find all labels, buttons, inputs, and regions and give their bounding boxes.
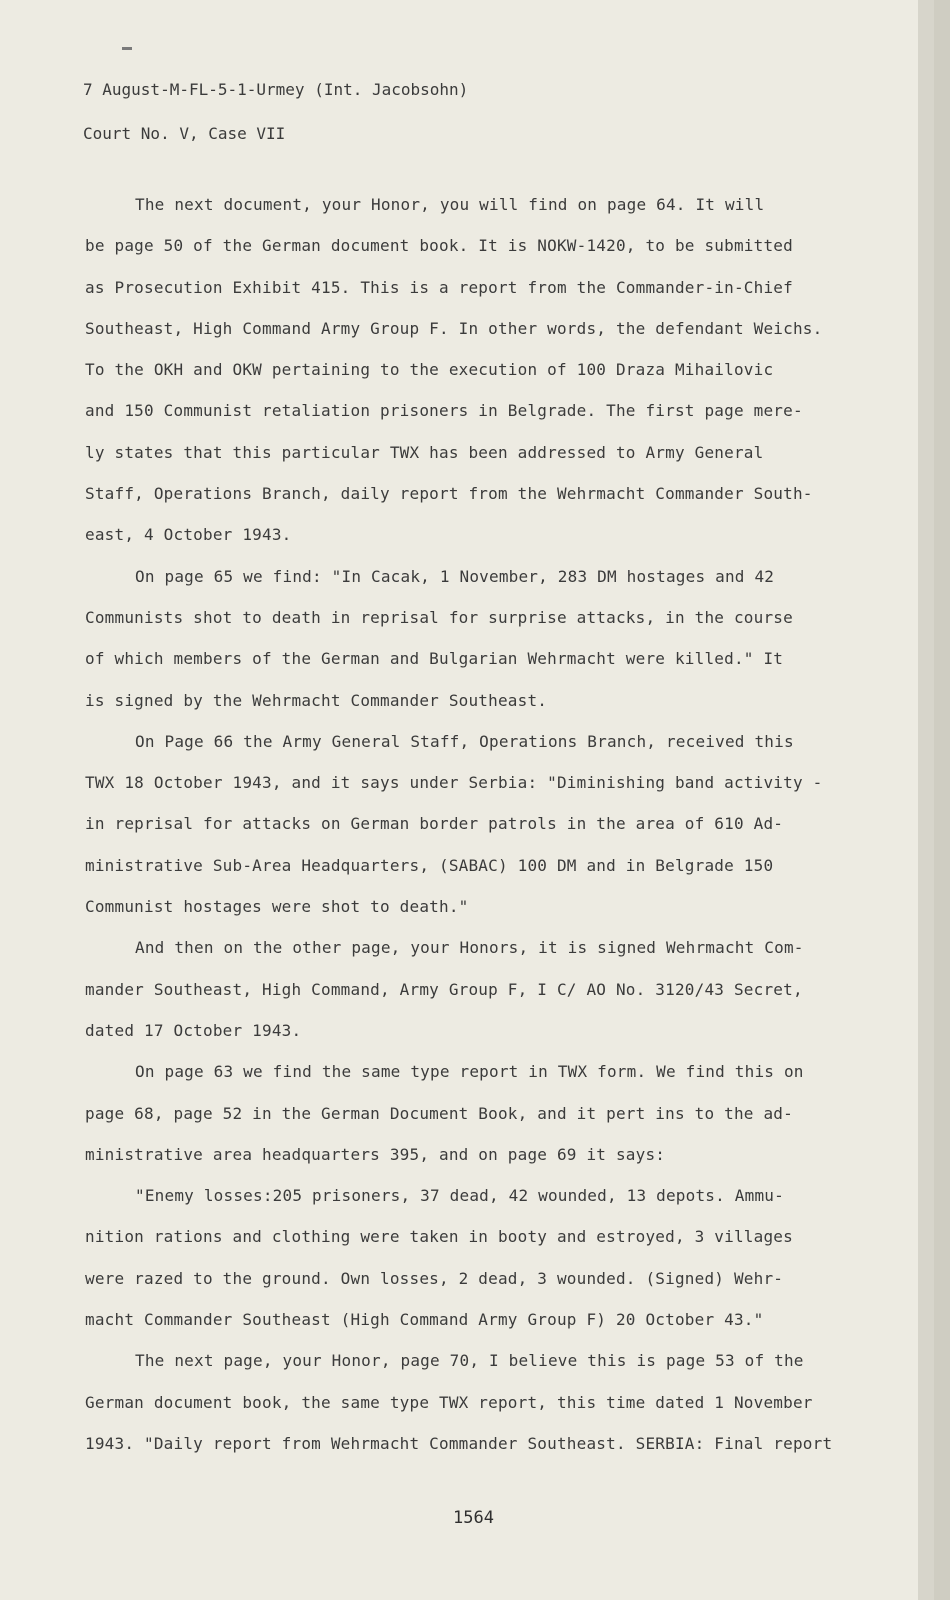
text-line: nition rations and clothing were taken in booty and estroyed, 3 villages [85,1227,793,1247]
transcript-body [85,184,875,1464]
text-line: macht Commander Southeast (High Command Army Group F) 20 October 43." [85,1310,764,1330]
text-line: "Enemy losses:205 prisoners, 37 dead, 42 wounded, 13 depots. Ammu- [135,1186,784,1206]
paragraph [85,927,875,1051]
text-line: east, 4 October 1943. [85,525,292,545]
paragraph [85,721,875,927]
text-line: is signed by the Wehrmacht Commander Southeast. [85,690,548,710]
text-line: of which members of the German and Bulgarian Wehrmacht were killed." It [85,649,784,669]
text-line: 1943. "Daily report from Wehrmacht Commander Southeast. SERBIA: Final report [85,1433,833,1453]
text-line: TWX 18 October 1943, and it says under Serbia: "Diminishing band activity - [85,773,823,793]
transcript-header [83,68,468,156]
text-line: mander Southeast, High Command, Army Group F, I C/ AO No. 3120/43 Secret, [85,979,803,999]
text-line: dated 17 October 1943. [85,1020,302,1040]
text-line: Communist hostages were shot to death." [85,897,469,917]
paragraph [85,1051,875,1175]
paragraph [85,184,875,556]
text-line: The next document, your Honor, you will find on page 64. It will [135,195,765,214]
text-line: in reprisal for attacks on German border patrols in the area of 610 Ad- [85,814,784,834]
page-edge [918,0,934,1600]
text-line: ministrative Sub-Area Headquarters, (SABAC) 100 DM and in Belgrade 150 [85,855,774,875]
text-line: ministrative area headquarters 395, and on page 69 it says: [85,1144,666,1164]
text-line: and 150 Communist retaliation prisoners in Belgrade. The first page mere- [85,401,803,421]
text-line: Communists shot to death in reprisal for surprise attacks, in the course [85,607,793,627]
text-line: were razed to the ground. Own losses, 2 dead, 3 wounded. (Signed) Wehr- [85,1268,784,1288]
text-line: The next page, your Honor, page 70, I believe this is page 53 of the [135,1351,804,1371]
text-line: To the OKH and OKW pertaining to the execution of 100 Draza Mihailovic [85,360,774,380]
page-number: 1564 [453,1508,494,1528]
text-line: German document book, the same type TWX report, this time dated 1 November [85,1392,813,1412]
text-line: as Prosecution Exhibit 415. This is a report from the Commander-in-Chief [85,277,793,297]
text-line: Staff, Operations Branch, daily report from the Wehrmacht Commander South- [85,484,813,504]
margin-mark [122,47,132,50]
text-line: On page 63 we find the same type report in TWX form. We find this on [135,1062,804,1082]
text-line: On Page 66 the Army General Staff, Operations Branch, received this [135,731,794,751]
text-line: And then on the other page, your Honors, it is signed Wehrmacht Com- [135,938,804,958]
header-session-line: 7 August-M-FL-5-1-Urmey (Int. Jacobsohn) [83,80,469,99]
text-line: Southeast, High Command Army Group F. In other words, the defendant Weichs. [85,318,823,338]
text-line: be page 50 of the German document book. It is NOKW-1420, to be submitted [85,236,793,256]
text-line: page 68, page 52 in the German Document Book, and it pert ins to the ad- [85,1103,793,1123]
quoted-paragraph [85,1175,875,1340]
header-court-line: Court No. V, Case VII [83,124,286,143]
text-line: ly states that this particular TWX has been addressed to Army General [85,442,764,462]
paragraph [85,1340,875,1464]
text-line: On page 65 we find: "In Cacak, 1 November, 283 DM hostages and 42 [135,566,775,586]
paragraph [85,556,875,721]
